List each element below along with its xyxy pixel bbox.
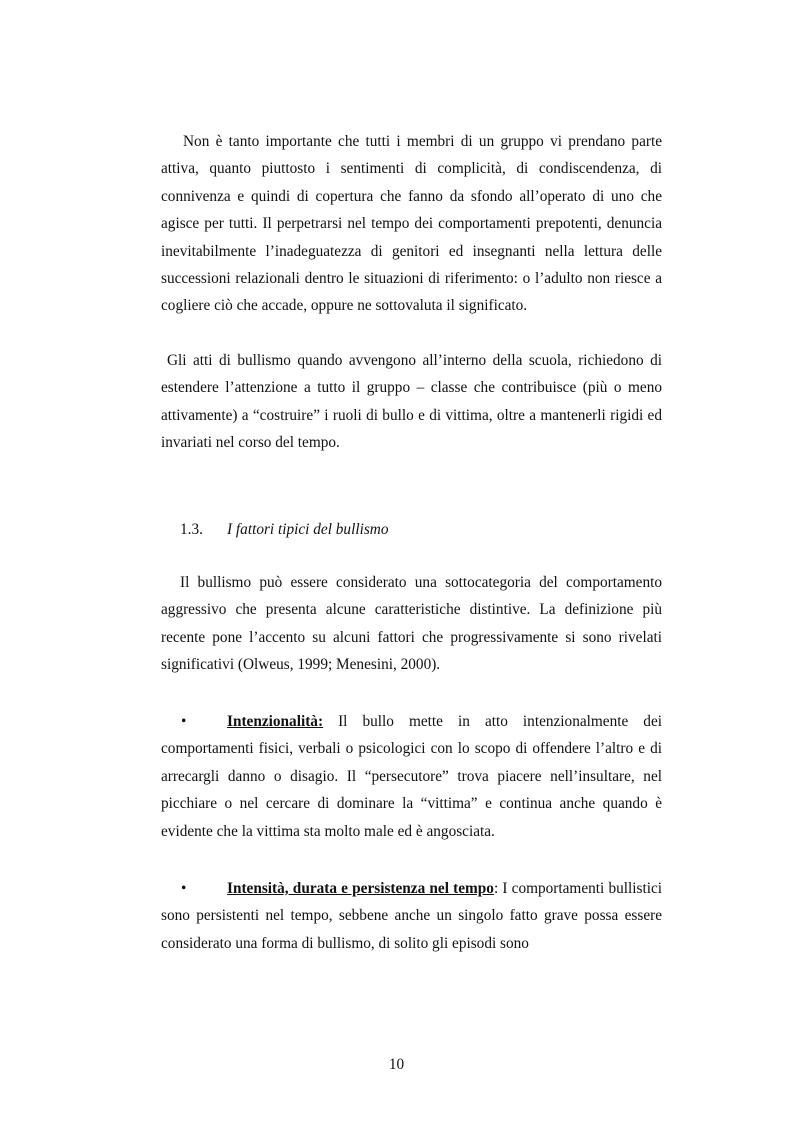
bullet-text: Il bullo mette in atto intenzionalmente dei comportamenti fisici, verbali o psicologici con lo scopo di offendere l’altro e di arrecargli danno o disagio. Il “persecutore” trova piacere nell’insultare, nel picchiare o nel cercare di dominare la “vittima” e continua anche quando è evidente che la vittima sta molto male ed è angosciata.: [161, 713, 662, 840]
bullet-item-intensita: [161, 875, 662, 957]
paragraph-definition: Il bullismo può essere considerato una sottocategoria del comportamento aggressivo che presenta alcune caratteristiche distintive. La definizione più recente pone l’accento su alcuni fattori che progressivamente si sono rivelati significativi (Olweus, 1999; Menesini, 2000).: [161, 574, 662, 674]
section-title: I fattori tipici del bullismo: [227, 521, 389, 538]
bullet-term: Intensità, durata e persistenza nel tempo: [227, 880, 494, 897]
bullet-text: I comportamenti bullistici sono persistenti nel tempo, sebbene anche un singolo fatto grave possa essere considerato una forma di bullismo, di solito gli episodi sono: [161, 880, 662, 952]
bullet-term: Intenzionalità:: [227, 713, 324, 730]
paragraph-complicity: Non è tanto importante che tutti i membri di un gruppo vi prendano parte attiva, quanto piuttosto i sentimenti di complicità, di condiscendenza, di connivenza e quindi di copertura che fanno da sfondo all’operato di uno che agisce per tutti. Il perpetrarsi nel tempo dei comportamenti prepotenti, denuncia inevitabilmente l’inadeguatezza di genitori ed insegnanti nella lettura delle successioni relazionali dentro le situazioni di riferimento: o l’adulto non riesce a cogliere ciò che accade, oppure ne sottovaluta il significato.: [161, 133, 662, 315]
bullet-icon: •: [181, 880, 187, 897]
bullet-icon: •: [181, 713, 187, 730]
bullet-separator: :: [493, 880, 499, 897]
page-number: 10: [388, 1056, 405, 1073]
bullet-item-intenzionalita: [161, 708, 662, 845]
section-number: 1.3.: [180, 521, 203, 538]
paragraph-school-group: Gli atti di bullismo quando avvengono all’interno della scuola, richiedono di estendere l’attenzione a tutto il gruppo – classe che contribuisce (più o meno attivamente) a “costruire” i ruoli di bullo e di vittima, oltre a mantenerli rigidi ed invariati nel corso del tempo.: [161, 352, 662, 452]
section-heading: [180, 516, 388, 543]
